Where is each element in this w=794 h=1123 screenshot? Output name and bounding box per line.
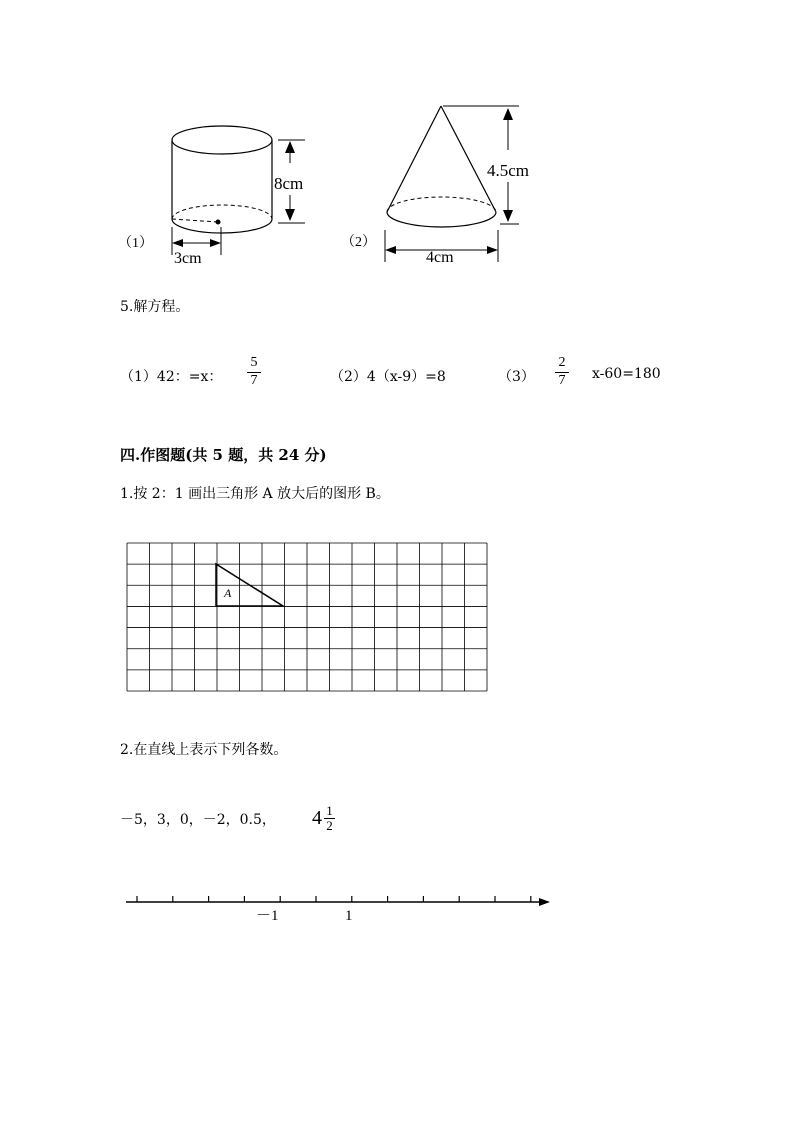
- d2-mixed-denominator: 2: [326, 818, 333, 833]
- grid-figure: [126, 542, 488, 692]
- tick-label-1: 1: [345, 908, 353, 924]
- q5-eq3-prefix: （3）: [498, 369, 535, 385]
- q5-eq1-denominator: 7: [250, 373, 258, 388]
- figure-2-label: （2）: [341, 235, 376, 250]
- d2-mixed-whole: 4: [312, 807, 322, 829]
- cone-left-slant: [387, 106, 441, 212]
- cone-diameter-arrowhead-left: [385, 246, 396, 254]
- cylinder-radius-arrowhead-left: [172, 239, 183, 247]
- d1-title: 1.按 2：1 画出三角形 A 放大后的图形 B。: [120, 486, 390, 502]
- cylinder-center-dot: [216, 220, 221, 225]
- q5-eq3-denominator: 7: [558, 373, 566, 388]
- cone-diameter-label: 4cm: [426, 249, 454, 266]
- cylinder-radius-arrowhead-right: [210, 239, 221, 247]
- number-line-ticks: [137, 896, 531, 902]
- cone-height-arrowhead-down: [503, 210, 513, 222]
- cone-base-back: [387, 197, 496, 212]
- d2-mixed-numerator: 1: [326, 803, 333, 818]
- cylinder-height-label: 8cm: [274, 174, 304, 193]
- cone-figure: [335, 100, 555, 270]
- section-4-heading: 四.作图题(共 5 题，共 24 分): [120, 446, 327, 464]
- q5-title: 5.解方程。: [120, 299, 190, 315]
- cylinder-top: [172, 126, 272, 154]
- d2-numbers: －5，3，0，－2，0.5，: [120, 812, 276, 828]
- cylinder-figure: [110, 115, 330, 275]
- cylinder-bottom-back: [172, 205, 272, 219]
- tick-label-neg1: －1: [256, 908, 279, 924]
- q5-eq1-fraction: [247, 356, 261, 388]
- grid-lines: [127, 543, 487, 691]
- number-line: [120, 888, 560, 928]
- cylinder-bottom-front: [172, 219, 272, 233]
- d2-mixed-fraction: [324, 805, 335, 832]
- triangle-a-label: A: [224, 586, 232, 600]
- q5-eq3-numerator: 2: [558, 355, 566, 370]
- d2-title: 2.在直线上表示下列各数。: [120, 742, 288, 758]
- cone-base-front: [387, 212, 496, 227]
- cylinder-radius-label: 3cm: [174, 250, 202, 267]
- figure-1-label: （1）: [118, 236, 153, 251]
- cylinder-height-arrowhead-down: [285, 209, 295, 221]
- cone-diameter-arrowhead-right: [487, 246, 498, 254]
- q5-eq3-suffix: x-60=180: [592, 366, 661, 382]
- number-line-arrowhead: [539, 898, 550, 906]
- cone-right-slant: [441, 106, 496, 212]
- q5-eq3-fraction: [555, 356, 569, 388]
- cylinder-radius-line: [172, 219, 218, 222]
- cylinder-height-arrowhead-up: [285, 141, 295, 153]
- cone-height-arrowhead-up: [503, 108, 513, 120]
- q5-eq1-prefix: （1）42：=x：: [120, 369, 223, 385]
- cone-height-label: 4.5cm: [487, 161, 530, 180]
- q5-eq2: （2）4（x-9）=8: [330, 369, 446, 385]
- q5-eq1-numerator: 5: [250, 355, 258, 370]
